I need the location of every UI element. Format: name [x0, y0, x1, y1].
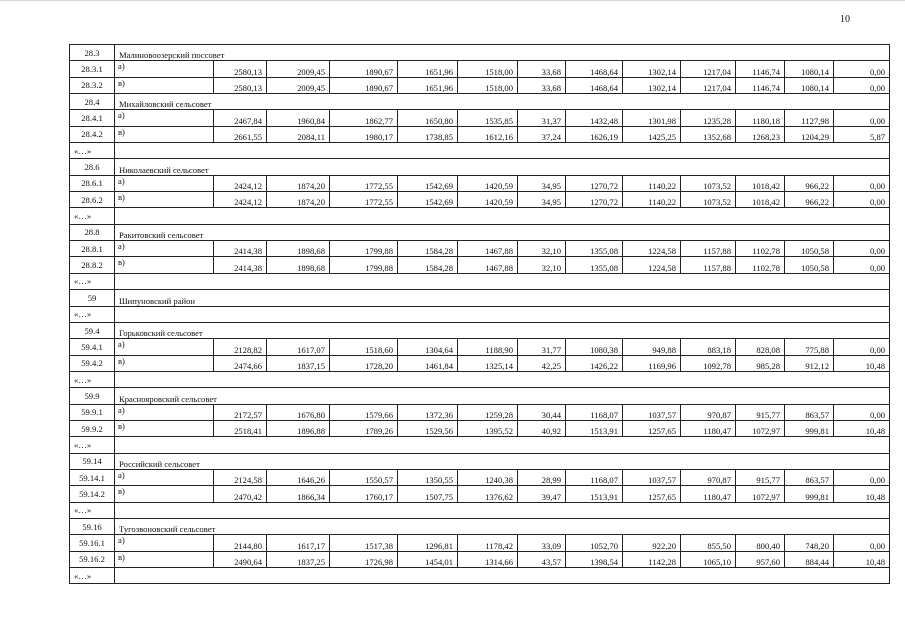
value-cell: 949,88 — [623, 339, 681, 355]
value-cell: 1426,22 — [566, 355, 623, 371]
value-cell: 1960,84 — [267, 110, 330, 126]
value-cell: 2084,11 — [267, 126, 330, 142]
row-letter: а) — [115, 61, 214, 77]
value-cell: 1646,26 — [267, 469, 330, 485]
table-row — [70, 535, 890, 551]
value-cell: 966,22 — [785, 175, 834, 191]
section-row — [70, 453, 890, 469]
value-cell: 1579,66 — [330, 404, 398, 420]
value-cell: 1461,84 — [398, 355, 458, 371]
value-cell: 1890,67 — [330, 61, 398, 77]
section-row — [70, 290, 890, 306]
value-cell: 2467,84 — [214, 110, 267, 126]
value-cell: 775,88 — [785, 339, 834, 355]
value-cell: 1898,68 — [267, 257, 330, 273]
blank-cell — [115, 437, 890, 453]
row-code: 28.6.2 — [70, 192, 115, 208]
value-cell: 1676,80 — [267, 404, 330, 420]
blank-cell — [115, 143, 890, 159]
section-code: 59.16 — [70, 518, 115, 534]
value-cell: 1268,23 — [736, 126, 785, 142]
table-row — [70, 110, 890, 126]
value-cell: 0,00 — [834, 192, 890, 208]
value-cell: 1127,98 — [785, 110, 834, 126]
value-cell: 2414,38 — [214, 257, 267, 273]
value-cell: 1188,90 — [458, 339, 518, 355]
value-cell: 43,57 — [518, 551, 566, 567]
value-cell: 1874,20 — [267, 175, 330, 191]
table-row — [70, 486, 890, 502]
section-row — [70, 322, 890, 338]
value-cell: 863,57 — [785, 404, 834, 420]
value-cell: 2661,55 — [214, 126, 267, 142]
value-cell: 1518,00 — [458, 77, 518, 93]
value-cell: 1296,81 — [398, 535, 458, 551]
value-cell: 855,50 — [681, 535, 736, 551]
value-cell: 32,10 — [518, 257, 566, 273]
value-cell: 915,77 — [736, 469, 785, 485]
value-cell: 2009,45 — [267, 77, 330, 93]
value-cell: 1467,88 — [458, 241, 518, 257]
row-code: 59.4.2 — [70, 355, 115, 371]
value-cell: 1980,17 — [330, 126, 398, 142]
value-cell: 1102,78 — [736, 241, 785, 257]
value-cell: 1467,88 — [458, 257, 518, 273]
value-cell: 10,48 — [834, 551, 890, 567]
value-cell: 1626,19 — [566, 126, 623, 142]
value-cell: 1018,42 — [736, 192, 785, 208]
value-cell: 1072,97 — [736, 486, 785, 502]
value-cell: 1169,96 — [623, 355, 681, 371]
value-cell: 1180,18 — [736, 110, 785, 126]
row-letter: в) — [115, 486, 214, 502]
value-cell: 985,28 — [736, 355, 785, 371]
value-cell: 800,40 — [736, 535, 785, 551]
value-cell: 966,22 — [785, 192, 834, 208]
row-code: 59.9.2 — [70, 420, 115, 436]
value-cell: 1650,80 — [398, 110, 458, 126]
section-row — [70, 94, 890, 110]
value-cell: 1898,68 — [267, 241, 330, 257]
table-row — [70, 175, 890, 191]
value-cell: 1080,14 — [785, 61, 834, 77]
value-cell: 1072,97 — [736, 420, 785, 436]
value-cell: 1542,69 — [398, 175, 458, 191]
row-code: 59.4.1 — [70, 339, 115, 355]
section-title: Российский сельсовет — [115, 453, 890, 469]
value-cell: 1837,25 — [267, 551, 330, 567]
value-cell: 2124,58 — [214, 469, 267, 485]
value-cell: 1425,25 — [623, 126, 681, 142]
row-letter: в) — [115, 126, 214, 142]
ellipsis-mark: «…» — [70, 568, 115, 584]
section-code: 59.14 — [70, 453, 115, 469]
row-code: 59.16.1 — [70, 535, 115, 551]
ellipsis-mark: «…» — [70, 371, 115, 387]
row-code: 59.9.1 — [70, 404, 115, 420]
value-cell: 1050,58 — [785, 257, 834, 273]
value-cell: 1217,04 — [681, 61, 736, 77]
value-cell: 1837,15 — [267, 355, 330, 371]
value-cell: 0,00 — [834, 404, 890, 420]
value-cell: 1517,38 — [330, 535, 398, 551]
ellipsis-mark: «…» — [70, 143, 115, 159]
value-cell: 10,48 — [834, 420, 890, 436]
value-cell: 2580,13 — [214, 61, 267, 77]
row-letter: а) — [115, 469, 214, 485]
value-cell: 1468,64 — [566, 77, 623, 93]
value-cell: 999,81 — [785, 486, 834, 502]
table-row — [70, 551, 890, 567]
value-cell: 1157,88 — [681, 241, 736, 257]
ellipsis-row — [70, 437, 890, 453]
table-row — [70, 257, 890, 273]
value-cell: 1352,68 — [681, 126, 736, 142]
value-cell: 0,00 — [834, 257, 890, 273]
value-cell: 1518,00 — [458, 61, 518, 77]
ellipsis-row — [70, 143, 890, 159]
value-cell: 1073,52 — [681, 192, 736, 208]
row-code: 28.4.2 — [70, 126, 115, 142]
value-cell: 1302,14 — [623, 61, 681, 77]
value-cell: 34,95 — [518, 192, 566, 208]
section-row — [70, 159, 890, 175]
table-row — [70, 404, 890, 420]
value-cell: 0,00 — [834, 339, 890, 355]
value-cell: 1612,16 — [458, 126, 518, 142]
value-cell: 1395,52 — [458, 420, 518, 436]
value-cell: 1257,65 — [623, 486, 681, 502]
value-cell: 1304,64 — [398, 339, 458, 355]
value-cell: 1325,14 — [458, 355, 518, 371]
value-cell: 999,81 — [785, 420, 834, 436]
section-title: Горьковский сельсовет — [115, 322, 890, 338]
value-cell: 1270,72 — [566, 175, 623, 191]
blank-cell — [115, 502, 890, 518]
value-cell: 1140,22 — [623, 192, 681, 208]
value-cell: 1584,28 — [398, 241, 458, 257]
value-cell: 1146,74 — [736, 77, 785, 93]
value-cell: 1142,28 — [623, 551, 681, 567]
ellipsis-mark: «…» — [70, 502, 115, 518]
value-cell: 2474,66 — [214, 355, 267, 371]
value-cell: 1760,17 — [330, 486, 398, 502]
section-title: Краснояровский сельсовет — [115, 388, 890, 404]
value-cell: 1890,67 — [330, 77, 398, 93]
value-cell: 1874,20 — [267, 192, 330, 208]
value-cell: 34,95 — [518, 175, 566, 191]
value-cell: 1738,85 — [398, 126, 458, 142]
value-cell: 1146,74 — [736, 61, 785, 77]
row-code: 28.8.2 — [70, 257, 115, 273]
ellipsis-row — [70, 502, 890, 518]
table-row — [70, 61, 890, 77]
value-cell: 28,99 — [518, 469, 566, 485]
value-cell: 0,00 — [834, 175, 890, 191]
table-row — [70, 339, 890, 355]
value-cell: 40,92 — [518, 420, 566, 436]
row-letter: а) — [115, 404, 214, 420]
value-cell: 1651,96 — [398, 77, 458, 93]
value-cell: 1542,69 — [398, 192, 458, 208]
row-letter: а) — [115, 175, 214, 191]
value-cell: 1301,98 — [623, 110, 681, 126]
value-cell: 1529,56 — [398, 420, 458, 436]
section-code: 28.6 — [70, 159, 115, 175]
value-cell: 2128,82 — [214, 339, 267, 355]
row-letter: а) — [115, 339, 214, 355]
value-cell: 1168,07 — [566, 404, 623, 420]
value-cell: 1355,08 — [566, 257, 623, 273]
value-cell: 1092,78 — [681, 355, 736, 371]
value-cell: 1178,42 — [458, 535, 518, 551]
row-letter: в) — [115, 77, 214, 93]
tariff-table — [69, 44, 890, 584]
value-cell: 828,08 — [736, 339, 785, 355]
value-cell: 1235,28 — [681, 110, 736, 126]
value-cell: 1866,34 — [267, 486, 330, 502]
table-row — [70, 192, 890, 208]
value-cell: 1398,54 — [566, 551, 623, 567]
value-cell: 1584,28 — [398, 257, 458, 273]
section-row — [70, 224, 890, 240]
section-code: 59.9 — [70, 388, 115, 404]
value-cell: 1180,47 — [681, 486, 736, 502]
value-cell: 1302,14 — [623, 77, 681, 93]
value-cell: 33,09 — [518, 535, 566, 551]
value-cell: 863,57 — [785, 469, 834, 485]
section-code: 28.8 — [70, 224, 115, 240]
table-row — [70, 355, 890, 371]
value-cell: 1862,77 — [330, 110, 398, 126]
value-cell: 2580,13 — [214, 77, 267, 93]
value-cell: 1617,07 — [267, 339, 330, 355]
ellipsis-row — [70, 568, 890, 584]
value-cell: 1224,58 — [623, 257, 681, 273]
value-cell: 1468,64 — [566, 61, 623, 77]
value-cell: 0,00 — [834, 469, 890, 485]
ellipsis-row — [70, 273, 890, 289]
value-cell: 1037,57 — [623, 404, 681, 420]
blank-cell — [115, 306, 890, 322]
value-cell: 1896,88 — [267, 420, 330, 436]
value-cell: 1420,59 — [458, 192, 518, 208]
row-code: 28.8.1 — [70, 241, 115, 257]
value-cell: 1065,10 — [681, 551, 736, 567]
section-code: 28.3 — [70, 45, 115, 61]
value-cell: 1726,98 — [330, 551, 398, 567]
value-cell: 1432,48 — [566, 110, 623, 126]
section-row — [70, 45, 890, 61]
value-cell: 1454,01 — [398, 551, 458, 567]
value-cell: 915,77 — [736, 404, 785, 420]
value-cell: 31,77 — [518, 339, 566, 355]
value-cell: 1257,65 — [623, 420, 681, 436]
value-cell: 37,24 — [518, 126, 566, 142]
value-cell: 2144,80 — [214, 535, 267, 551]
row-letter: а) — [115, 535, 214, 551]
value-cell: 2470,42 — [214, 486, 267, 502]
value-cell: 1240,38 — [458, 469, 518, 485]
row-code: 59.14.2 — [70, 486, 115, 502]
value-cell: 32,10 — [518, 241, 566, 257]
ellipsis-row — [70, 371, 890, 387]
value-cell: 33,68 — [518, 77, 566, 93]
value-cell: 1102,78 — [736, 257, 785, 273]
value-cell: 1350,55 — [398, 469, 458, 485]
row-code: 59.16.2 — [70, 551, 115, 567]
section-code: 59 — [70, 290, 115, 306]
row-letter: в) — [115, 192, 214, 208]
value-cell: 42,25 — [518, 355, 566, 371]
value-cell: 1772,55 — [330, 192, 398, 208]
value-cell: 1224,58 — [623, 241, 681, 257]
row-letter: а) — [115, 110, 214, 126]
value-cell: 5,87 — [834, 126, 890, 142]
row-letter: в) — [115, 551, 214, 567]
value-cell: 1080,14 — [785, 77, 834, 93]
section-row — [70, 518, 890, 534]
value-cell: 1507,75 — [398, 486, 458, 502]
section-code: 59.4 — [70, 322, 115, 338]
row-letter: в) — [115, 420, 214, 436]
table-row — [70, 420, 890, 436]
table-row — [70, 77, 890, 93]
value-cell: 1550,57 — [330, 469, 398, 485]
section-title: Тугозвоновский сельсовет — [115, 518, 890, 534]
value-cell: 1168,07 — [566, 469, 623, 485]
blank-cell — [115, 371, 890, 387]
value-cell: 1518,60 — [330, 339, 398, 355]
value-cell: 922,20 — [623, 535, 681, 551]
value-cell: 1018,42 — [736, 175, 785, 191]
value-cell: 1050,58 — [785, 241, 834, 257]
value-cell: 1180,47 — [681, 420, 736, 436]
value-cell: 39,47 — [518, 486, 566, 502]
value-cell: 1259,28 — [458, 404, 518, 420]
value-cell: 957,60 — [736, 551, 785, 567]
value-cell: 2172,57 — [214, 404, 267, 420]
value-cell: 1799,88 — [330, 257, 398, 273]
section-title: Ракитовский сельсовет — [115, 224, 890, 240]
value-cell: 1535,85 — [458, 110, 518, 126]
value-cell: 1513,91 — [566, 486, 623, 502]
value-cell: 2424,12 — [214, 192, 267, 208]
value-cell: 2009,45 — [267, 61, 330, 77]
value-cell: 0,00 — [834, 535, 890, 551]
value-cell: 0,00 — [834, 241, 890, 257]
value-cell: 31,37 — [518, 110, 566, 126]
table-row — [70, 241, 890, 257]
value-cell: 1420,59 — [458, 175, 518, 191]
row-letter: а) — [115, 241, 214, 257]
value-cell: 1314,66 — [458, 551, 518, 567]
value-cell: 1372,36 — [398, 404, 458, 420]
section-title: Шипуновский район — [115, 290, 890, 306]
value-cell: 0,00 — [834, 77, 890, 93]
table-body — [70, 45, 890, 584]
value-cell: 1355,08 — [566, 241, 623, 257]
ellipsis-mark: «…» — [70, 306, 115, 322]
value-cell: 1728,20 — [330, 355, 398, 371]
table-row — [70, 469, 890, 485]
row-letter: в) — [115, 257, 214, 273]
ellipsis-row — [70, 306, 890, 322]
value-cell: 970,87 — [681, 404, 736, 420]
section-title: Малиновоозерский поссовет — [115, 45, 890, 61]
value-cell: 884,44 — [785, 551, 834, 567]
value-cell: 912,12 — [785, 355, 834, 371]
row-code: 28.3.1 — [70, 61, 115, 77]
value-cell: 2518,41 — [214, 420, 267, 436]
value-cell: 1080,38 — [566, 339, 623, 355]
value-cell: 1037,57 — [623, 469, 681, 485]
ellipsis-row — [70, 208, 890, 224]
value-cell: 2490,64 — [214, 551, 267, 567]
section-title: Михайловский сельсовет — [115, 94, 890, 110]
value-cell: 1376,62 — [458, 486, 518, 502]
ellipsis-mark: «…» — [70, 273, 115, 289]
value-cell: 10,48 — [834, 355, 890, 371]
ellipsis-mark: «…» — [70, 208, 115, 224]
value-cell: 1140,22 — [623, 175, 681, 191]
blank-cell — [115, 273, 890, 289]
value-cell: 970,87 — [681, 469, 736, 485]
row-code: 59.14.1 — [70, 469, 115, 485]
value-cell: 883,18 — [681, 339, 736, 355]
value-cell: 1052,70 — [566, 535, 623, 551]
section-row — [70, 388, 890, 404]
value-cell: 10,48 — [834, 486, 890, 502]
section-code: 28.4 — [70, 94, 115, 110]
blank-cell — [115, 568, 890, 584]
value-cell: 2414,38 — [214, 241, 267, 257]
value-cell: 1513,91 — [566, 420, 623, 436]
value-cell: 1217,04 — [681, 77, 736, 93]
value-cell: 0,00 — [834, 110, 890, 126]
value-cell: 2424,12 — [214, 175, 267, 191]
value-cell: 1799,88 — [330, 241, 398, 257]
blank-cell — [115, 208, 890, 224]
value-cell: 1617,17 — [267, 535, 330, 551]
value-cell: 30,44 — [518, 404, 566, 420]
value-cell: 1789,26 — [330, 420, 398, 436]
row-code: 28.3.2 — [70, 77, 115, 93]
table-row — [70, 126, 890, 142]
scan-edge-line — [0, 0, 905, 1]
value-cell: 1157,88 — [681, 257, 736, 273]
value-cell: 1651,96 — [398, 61, 458, 77]
row-letter: в) — [115, 355, 214, 371]
value-cell: 0,00 — [834, 61, 890, 77]
value-cell: 1772,55 — [330, 175, 398, 191]
page-number: 10 — [840, 14, 850, 25]
value-cell: 1270,72 — [566, 192, 623, 208]
value-cell: 33,68 — [518, 61, 566, 77]
value-cell: 748,20 — [785, 535, 834, 551]
section-title: Николаевский сельсовет — [115, 159, 890, 175]
value-cell: 1204,29 — [785, 126, 834, 142]
row-code: 28.4.1 — [70, 110, 115, 126]
value-cell: 1073,52 — [681, 175, 736, 191]
ellipsis-mark: «…» — [70, 437, 115, 453]
row-code: 28.6.1 — [70, 175, 115, 191]
